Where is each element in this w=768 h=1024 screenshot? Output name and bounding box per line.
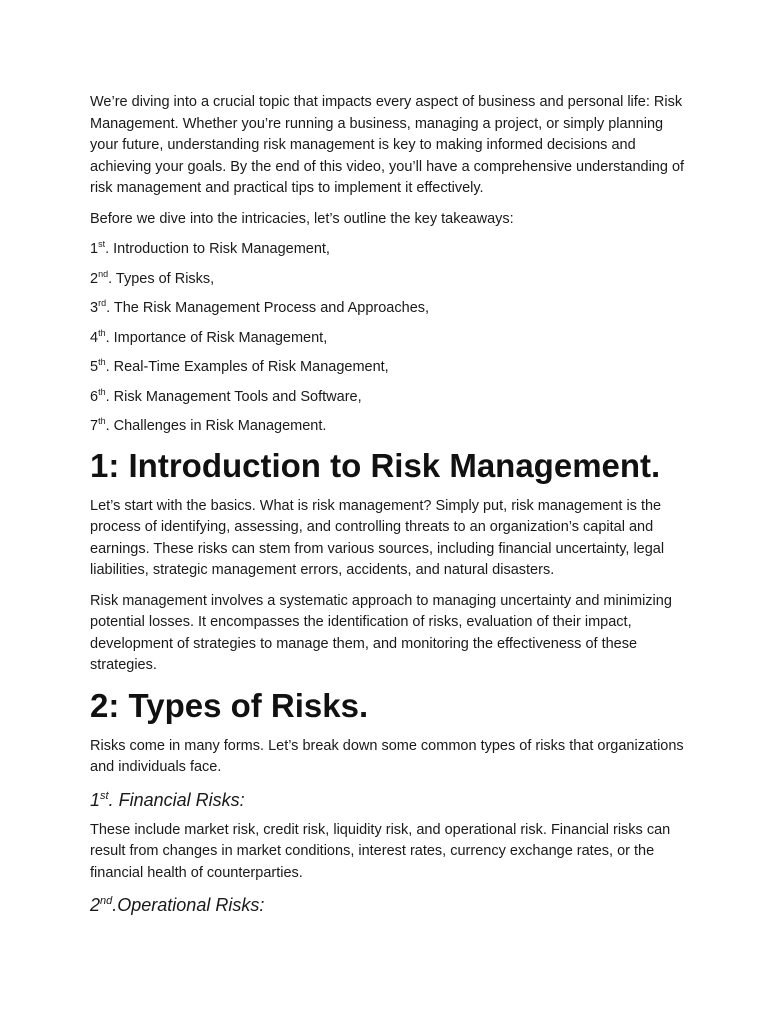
subheading-operational-risks: 2nd.Operational Risks: xyxy=(90,895,265,915)
subheading-financial-risks: 1st. Financial Risks: xyxy=(90,789,245,810)
takeaway-item: 3rd. The Risk Management Process and Approaches, xyxy=(90,298,430,316)
section2-paragraph-1: Risks come in many forms. Let’s break down some common types of risks that organizations and individuals face. xyxy=(90,737,684,775)
intro-paragraph: We’re diving into a crucial topic that impacts every aspect of business and personal life: Risk Management. Whether you’re running a business, managing a project, or simply planning your future, understanding risk management is key to making informed decisions and achieving your goals. By the end of this video, you’ll have a comprehensive understanding of risk management and practical tips to implement it effectively. xyxy=(90,94,685,196)
section1-paragraph-1: Let’s start with the basics. What is risk management? Simply put, risk management is the process of identifying, assessing, and controlling threats to an organization’s capital and earnings. These risks can stem from various sources, including financial uncertainty, legal liabilities, strategic management errors, accidents, and natural disasters. xyxy=(90,497,665,578)
takeaway-item: 4th. Importance of Risk Management, xyxy=(90,327,328,346)
section-heading-introduction: 1: Introduction to Risk Management. xyxy=(90,446,661,484)
document-page xyxy=(90,92,690,925)
takeaway-item: 2nd. Types of Risks, xyxy=(90,268,215,287)
takeaway-item: 1st. Introduction to Risk Management, xyxy=(90,239,330,257)
takeaways-list xyxy=(90,239,690,436)
takeaways-intro: Before we dive into the intricacies, let’s outline the key takeaways: xyxy=(90,210,514,227)
takeaway-item: 6th. Risk Management Tools and Software, xyxy=(90,386,362,405)
takeaway-item: 5th. Real-Time Examples of Risk Management, xyxy=(90,357,389,375)
takeaway-item: 7th. Challenges in Risk Management. xyxy=(90,416,327,434)
section1-paragraph-2: Risk management involves a systematic approach to managing uncertainty and minimizing potential losses. It encompasses the identification of risks, evaluation of their impact, development of strategies to manage them, and monitoring the effectiveness of these strategies. xyxy=(90,592,672,673)
financial-risks-paragraph: These include market risk, credit risk, liquidity risk, and operational risk. Financial risks can result from changes in market conditions, interest rates, currency exchange rates, or the financial health of counterparties. xyxy=(90,821,671,881)
section-heading-types-of-risks: 2: Types of Risks. xyxy=(90,686,369,724)
